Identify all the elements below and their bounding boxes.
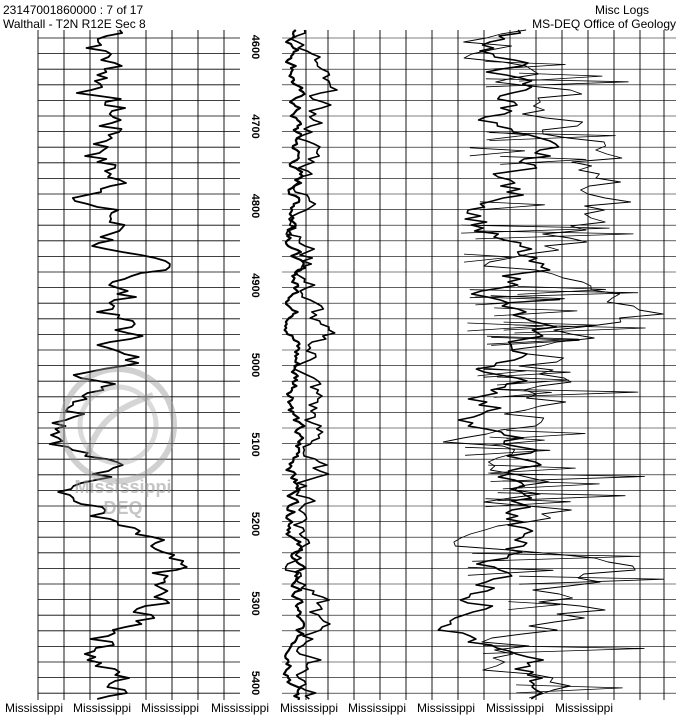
watermark-text-deq: DEQ: [103, 498, 143, 518]
depth-label: 5000: [249, 352, 261, 378]
log-type-label: Misc Logs: [594, 3, 649, 17]
footer-watermark-label: Mississippi: [5, 701, 64, 715]
depth-label: 4800: [249, 193, 261, 219]
depth-label: 5100: [249, 432, 261, 457]
well-location: Walthall - T2N R12E Sec 8: [3, 17, 146, 31]
footer-watermark-label: Mississippi: [211, 701, 270, 715]
agency-label: MS-DEQ Office of Geology: [532, 17, 676, 31]
footer-watermark-label: Mississippi: [141, 701, 200, 715]
footer-watermark-label: Mississippi: [417, 701, 476, 715]
footer-watermark-label: Mississippi: [348, 701, 407, 715]
footer-watermark-label: Mississippi: [555, 701, 614, 715]
well-id-and-page: 23147001860000 : 7 of 17: [3, 3, 144, 17]
footer-watermark-strip: [0, 700, 680, 715]
depth-label: 4600: [249, 34, 261, 60]
depth-label: 4700: [249, 114, 261, 139]
footer-watermark-label: Mississippi: [73, 701, 132, 715]
log-curve-resistivity-shallow: [443, 30, 663, 698]
depth-label: 5200: [249, 511, 261, 537]
watermark-text-mississippi: Mississippi: [74, 477, 172, 497]
depth-label: 4900: [249, 273, 261, 298]
log-curve-resistivity-deep: [438, 30, 558, 699]
resistivity-spikes: [461, 62, 664, 693]
depth-label: 5300: [249, 591, 261, 616]
depth-label: 5400: [249, 670, 261, 696]
horizontal-grid-lines: [38, 38, 676, 696]
footer-watermark-label: Mississippi: [280, 701, 339, 715]
footer-watermark-label: Mississippi: [486, 701, 545, 715]
